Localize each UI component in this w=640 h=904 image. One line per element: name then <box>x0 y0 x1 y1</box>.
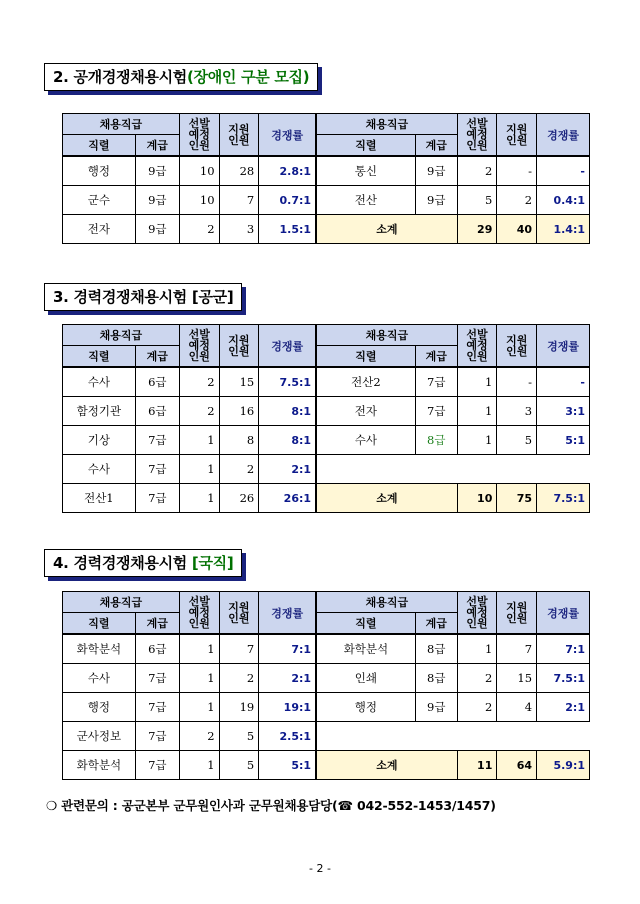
cell-rate: - <box>537 156 590 186</box>
header-field: 직렬 <box>316 135 415 157</box>
cell-grade: 7급 <box>135 484 179 513</box>
header-applicants: 지원 인원 <box>497 114 537 157</box>
header-planned: 선발 예정 인원 <box>457 592 497 635</box>
cell-grade: 9급 <box>415 693 457 722</box>
header-field: 직렬 <box>63 346 136 368</box>
cell-applicants: 28 <box>219 156 259 186</box>
cell-planned: 1 <box>457 634 497 664</box>
cell-applicants: 26 <box>219 484 259 513</box>
cell-rate: 26:1 <box>259 484 316 513</box>
cell-applicants: 2 <box>497 186 537 215</box>
section-title-2 <box>44 63 318 91</box>
cell-field: 전산 <box>316 186 415 215</box>
header-planned: 선발 예정 인원 <box>457 325 497 368</box>
cell-field: 통신 <box>316 156 415 186</box>
header-planned: 선발 예정 인원 <box>179 592 219 635</box>
table-row <box>63 455 590 484</box>
cell-field: 함정기관 <box>63 397 136 426</box>
cell-field: 화학분석 <box>63 751 136 780</box>
table-row <box>63 215 590 244</box>
cell-applicants: 19 <box>219 693 259 722</box>
header-group: 채용직급 <box>316 114 457 135</box>
cell-grade: 9급 <box>135 156 179 186</box>
cell-field: 행정 <box>63 156 136 186</box>
cell-planned: 2 <box>179 722 219 751</box>
cell-planned: 10 <box>179 156 219 186</box>
table-row <box>63 634 590 664</box>
cell-applicants: 2 <box>219 664 259 693</box>
cell-rate: 2.8:1 <box>259 156 316 186</box>
header-field: 직렬 <box>316 346 415 368</box>
cell-planned: 1 <box>179 634 219 664</box>
cell-field: 화학분석 <box>316 634 415 664</box>
section-title-4-accent: [국직] <box>191 554 234 572</box>
cell-rate: 7:1 <box>259 634 316 664</box>
cell-rate: 1.5:1 <box>259 215 316 244</box>
cell-field: 행정 <box>63 693 136 722</box>
cell-field: 수사 <box>63 455 136 484</box>
cell-grade: 6급 <box>135 367 179 397</box>
header-planned: 선발 예정 인원 <box>179 325 219 368</box>
header-grade: 계급 <box>415 613 457 635</box>
header-applicants: 지원 인원 <box>497 325 537 368</box>
cell-planned: 2 <box>457 664 497 693</box>
cell-planned: 2 <box>179 397 219 426</box>
header-group: 채용직급 <box>63 114 180 135</box>
cell-planned: 2 <box>179 215 219 244</box>
header-rate: 경쟁률 <box>259 592 316 635</box>
cell-planned: 1 <box>457 426 497 455</box>
table-row <box>63 397 590 426</box>
cell-applicants: 5 <box>219 751 259 780</box>
header-group: 채용직급 <box>316 325 457 346</box>
total-label: 소계 <box>316 751 457 780</box>
header-rate: 경쟁률 <box>259 114 316 157</box>
cell-grade: 6급 <box>135 397 179 426</box>
cell-rate: 2.5:1 <box>259 722 316 751</box>
cell-grade: 8급 <box>415 634 457 664</box>
table-row <box>63 751 590 780</box>
cell-field: 수사 <box>316 426 415 455</box>
cell-planned: 2 <box>457 156 497 186</box>
table-section-4 <box>62 591 590 780</box>
cell-applicants: 16 <box>219 397 259 426</box>
cell-grade: 9급 <box>415 186 457 215</box>
cell-applicants: 2 <box>219 455 259 484</box>
cell-rate: 5:1 <box>537 426 590 455</box>
table-section-3 <box>62 324 590 513</box>
cell-applicants: 3 <box>497 397 537 426</box>
cell-rate: 7:1 <box>537 634 590 664</box>
header-group: 채용직급 <box>63 592 180 613</box>
cell-rate: 8:1 <box>259 397 316 426</box>
header-applicants: 지원 인원 <box>219 592 259 635</box>
cell-field: 인쇄 <box>316 664 415 693</box>
cell-applicants: 15 <box>497 664 537 693</box>
cell-applicants: 7 <box>219 634 259 664</box>
table-row <box>63 186 590 215</box>
header-field: 직렬 <box>63 135 136 157</box>
cell-grade: 7급 <box>415 367 457 397</box>
table-row <box>63 484 590 513</box>
table-row <box>63 367 590 397</box>
total-label: 소계 <box>316 215 457 244</box>
cell-grade: 8급 <box>415 664 457 693</box>
cell-field: 행정 <box>316 693 415 722</box>
cell-rate: 0.4:1 <box>537 186 590 215</box>
table-section-2 <box>62 113 590 244</box>
header-grade: 계급 <box>415 135 457 157</box>
cell-grade: 7급 <box>135 693 179 722</box>
table-row <box>63 426 590 455</box>
cell-field: 전자 <box>316 397 415 426</box>
cell-rate: 2:1 <box>537 693 590 722</box>
total-label: 소계 <box>316 484 457 513</box>
total-applicants: 75 <box>497 484 537 513</box>
table-row <box>63 156 590 186</box>
header-planned: 선발 예정 인원 <box>457 114 497 157</box>
cell-planned: 1 <box>179 751 219 780</box>
section-title-4-main: 4. 경력경쟁채용시험 <box>53 554 192 572</box>
cell-planned: 2 <box>457 693 497 722</box>
cell-applicants: 15 <box>219 367 259 397</box>
total-planned: 10 <box>457 484 497 513</box>
section-title-2-main: 2. 공개경쟁채용시험 <box>53 68 187 86</box>
header-planned: 선발 예정 인원 <box>179 114 219 157</box>
section-title-2-accent: (장애인 구분 모집) <box>186 68 310 86</box>
cell-grade: 7급 <box>135 751 179 780</box>
header-applicants: 지원 인원 <box>219 114 259 157</box>
cell-grade: 7급 <box>135 455 179 484</box>
cell-applicants: - <box>497 156 537 186</box>
header-rate: 경쟁률 <box>537 325 590 368</box>
contact-info: ❍ 관련문의 : 공군본부 군무원인사과 군무원채용담당(☎ 042-552-1453/1457) <box>46 798 496 813</box>
total-applicants: 64 <box>497 751 537 780</box>
cell-rate: - <box>537 367 590 397</box>
empty-cell <box>316 722 589 751</box>
header-grade: 계급 <box>415 346 457 368</box>
total-planned: 11 <box>457 751 497 780</box>
cell-field: 군사정보 <box>63 722 136 751</box>
cell-planned: 1 <box>179 426 219 455</box>
cell-rate: 7.5:1 <box>537 664 590 693</box>
header-field: 직렬 <box>63 613 136 635</box>
empty-cell <box>316 455 589 484</box>
total-planned: 29 <box>457 215 497 244</box>
cell-grade: 9급 <box>415 156 457 186</box>
cell-grade: 9급 <box>135 215 179 244</box>
section-title-3-main: 3. 경력경쟁채용시험 [공군] <box>53 288 234 306</box>
cell-rate: 19:1 <box>259 693 316 722</box>
total-rate: 1.4:1 <box>537 215 590 244</box>
cell-field: 수사 <box>63 367 136 397</box>
header-rate: 경쟁률 <box>537 114 590 157</box>
cell-planned: 1 <box>457 397 497 426</box>
table-row <box>63 664 590 693</box>
header-group: 채용직급 <box>316 592 457 613</box>
cell-grade: 7급 <box>135 426 179 455</box>
cell-field: 기상 <box>63 426 136 455</box>
cell-applicants: 5 <box>497 426 537 455</box>
cell-applicants: 3 <box>219 215 259 244</box>
cell-rate: 3:1 <box>537 397 590 426</box>
total-applicants: 40 <box>497 215 537 244</box>
cell-field: 화학분석 <box>63 634 136 664</box>
cell-applicants: 4 <box>497 693 537 722</box>
total-rate: 7.5:1 <box>537 484 590 513</box>
cell-field: 군수 <box>63 186 136 215</box>
total-rate: 5.9:1 <box>537 751 590 780</box>
cell-planned: 1 <box>179 455 219 484</box>
header-field: 직렬 <box>316 613 415 635</box>
cell-rate: 7.5:1 <box>259 367 316 397</box>
section-title-4 <box>44 549 242 577</box>
cell-grade: 7급 <box>415 397 457 426</box>
cell-grade: 8급 <box>415 426 457 455</box>
cell-rate: 5:1 <box>259 751 316 780</box>
header-grade: 계급 <box>135 346 179 368</box>
cell-applicants: - <box>497 367 537 397</box>
header-applicants: 지원 인원 <box>219 325 259 368</box>
header-grade: 계급 <box>135 135 179 157</box>
header-grade: 계급 <box>135 613 179 635</box>
cell-applicants: 7 <box>497 634 537 664</box>
cell-planned: 1 <box>179 484 219 513</box>
cell-applicants: 7 <box>219 186 259 215</box>
cell-planned: 1 <box>457 367 497 397</box>
cell-planned: 1 <box>179 664 219 693</box>
header-applicants: 지원 인원 <box>497 592 537 635</box>
cell-field: 전산1 <box>63 484 136 513</box>
cell-grade: 7급 <box>135 722 179 751</box>
cell-rate: 8:1 <box>259 426 316 455</box>
cell-planned: 1 <box>179 693 219 722</box>
cell-field: 수사 <box>63 664 136 693</box>
cell-rate: 0.7:1 <box>259 186 316 215</box>
cell-planned: 2 <box>179 367 219 397</box>
cell-field: 전자 <box>63 215 136 244</box>
cell-applicants: 5 <box>219 722 259 751</box>
table-row <box>63 722 590 751</box>
header-rate: 경쟁률 <box>537 592 590 635</box>
cell-applicants: 8 <box>219 426 259 455</box>
page-number: - 2 - <box>309 862 331 875</box>
cell-rate: 2:1 <box>259 455 316 484</box>
cell-grade: 9급 <box>135 186 179 215</box>
cell-grade: 7급 <box>135 664 179 693</box>
header-rate: 경쟁률 <box>259 325 316 368</box>
cell-planned: 10 <box>179 186 219 215</box>
table-row <box>63 693 590 722</box>
section-title-3 <box>44 283 242 311</box>
cell-planned: 5 <box>457 186 497 215</box>
cell-field: 전산2 <box>316 367 415 397</box>
header-group: 채용직급 <box>63 325 180 346</box>
cell-grade: 6급 <box>135 634 179 664</box>
cell-rate: 2:1 <box>259 664 316 693</box>
